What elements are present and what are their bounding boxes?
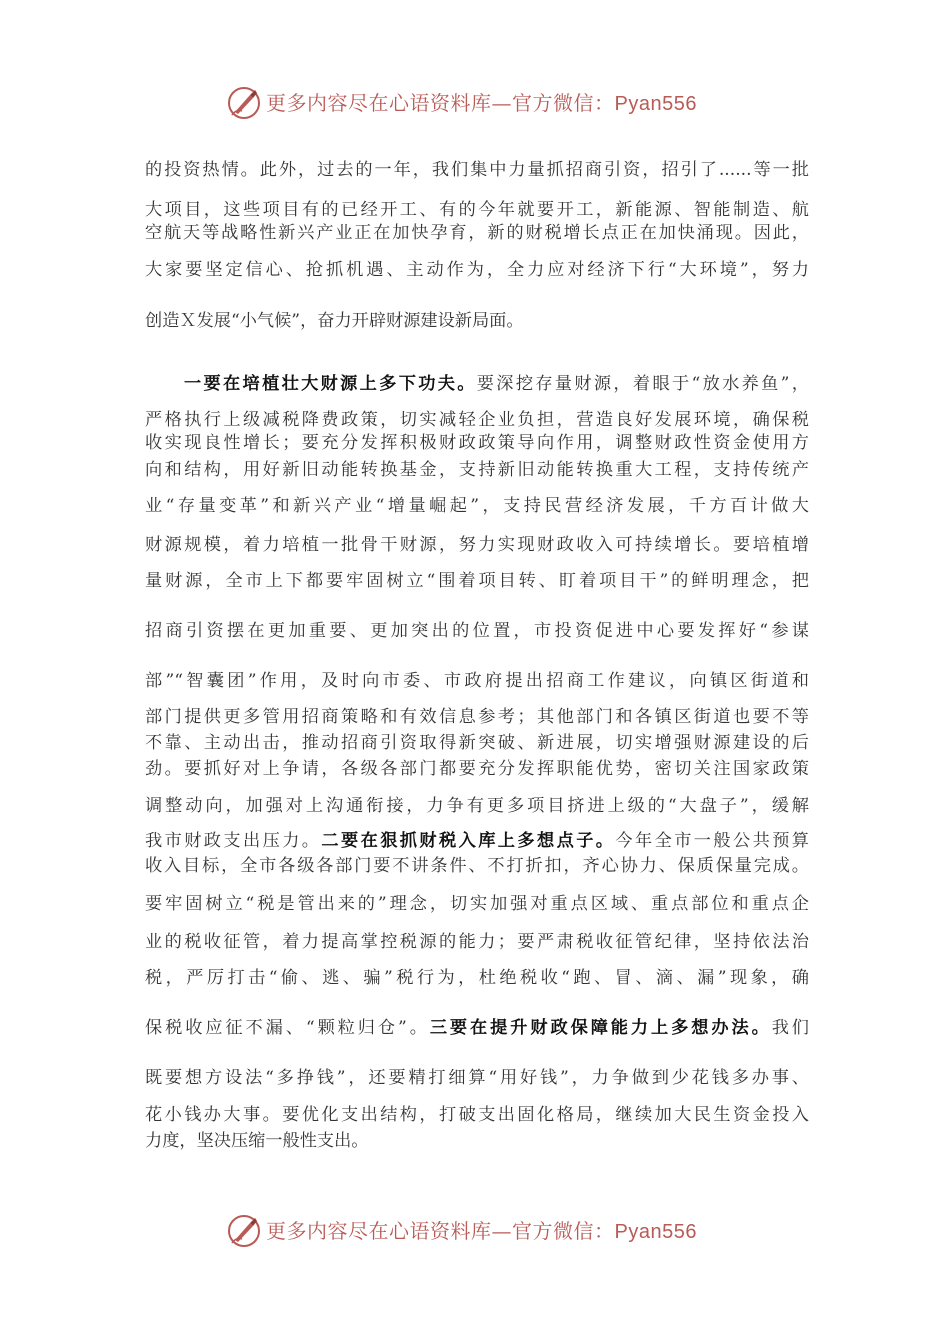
banner-text: 更多内容尽在心语资料库—官方微信：Pyan556 (266, 91, 697, 115)
text-line: 的投资热情。此外，过去的一年，我们集中力量抓招商引资，招引了......等一批 (145, 160, 809, 180)
text-line: 不靠、主动出击，推动招商引资取得新突破、新进展，切实增强财源建设的后 (145, 733, 809, 753)
text-line: 招商引资摆在更加重要、更加突出的位置，市投资促进中心要发挥好“参谋 (145, 621, 809, 641)
pen-in-circle-icon (226, 1213, 262, 1249)
pen-in-circle-icon (226, 85, 262, 121)
text-line: 大项目，这些项目有的已经开工、有的今年就要开工，新能源、智能制造、航 (145, 200, 809, 220)
heading-point-1: 一要在培植壮大财源上多下功夫。 (184, 374, 477, 394)
footer-banner (0, 1211, 950, 1251)
text-line: 花小钱办大事。要优化支出结构，打破支出固化格局，继续加大民生资金投入 (145, 1105, 809, 1125)
text-line: 保税收应征不漏、“颗粒归仓”。三要在提升财政保障能力上多想办法。我们 (145, 1018, 809, 1038)
text-line: 业的税收征管，着力提高掌控税源的能力；要严肃税收征管纪律，坚持依法治 (145, 932, 809, 952)
text-line: 收实现良性增长；要充分发挥积极财政政策导向作用，调整财政性资金使用方 (145, 433, 809, 453)
text-line: 空航天等战略性新兴产业正在加快孕育，新的财税增长点正在加快涌现。因此， (145, 223, 809, 243)
text-line: 创造Ｘ发展“小气候”，奋力开辟财源建设新局面。 (145, 311, 524, 331)
text-line: 业“存量变革”和新兴产业“增量崛起”，支持民营经济发展，千方百计做大 (145, 496, 809, 516)
text-line: 财源规模，着力培植一批骨干财源，努力实现财政收入可持续增长。要培植增 (145, 535, 809, 555)
text-line: 调整动向，加强对上沟通衔接，力争有更多项目挤进上级的“大盘子”，缓解 (145, 796, 809, 816)
text-line: 既要想方设法“多挣钱”，还要精打细算“用好钱”，力争做到少花钱多办事、 (145, 1068, 809, 1088)
text-line: 量财源，全市上下都要牢固树立“围着项目转、盯着项目干”的鲜明理念，把 (145, 571, 809, 591)
banner-wechat-id: Pyan556 (614, 93, 697, 115)
text-line: 大家要坚定信心、抢抓机遇、主动作为，全力应对经济下行“大环境”，努力 (145, 260, 809, 280)
text-line: 税，严厉打击“偷、逃、骗”税行为，杜绝税收“跑、冒、滴、漏”现象，确 (145, 968, 809, 988)
header-banner (0, 83, 950, 123)
text-line: 向和结构，用好新旧动能转换基金，支持新旧动能转换重大工程，支持传统产 (145, 460, 809, 480)
heading-point-2: 二要在狠抓财税入库上多想点子。 (321, 831, 616, 851)
text-line: 严格执行上级减税降费政策，切实减轻企业负担，营造良好发展环境，确保税 (145, 410, 809, 430)
text-line: 部”“智囊团”作用，及时向市委、市政府提出招商工作建议，向镇区街道和 (145, 671, 809, 691)
banner-wechat-id: Pyan556 (614, 1221, 697, 1243)
banner-text: 更多内容尽在心语资料库—官方微信：Pyan556 (266, 1219, 697, 1243)
text-line: 要牢固树立“税是管出来的”理念，切实加强对重点区域、重点部位和重点企 (145, 894, 809, 914)
text-line: 收入目标，全市各级各部门要不讲条件、不打折扣，齐心协力、保质保量完成。 (145, 856, 809, 876)
text-line: 力度，坚决压缩一般性支出。 (145, 1131, 369, 1151)
heading-point-3: 三要在提升财政保障能力上多想办法。 (429, 1018, 772, 1038)
text-line: 一要在培植壮大财源上多下功夫。要深挖存量财源，着眼于“放水养鱼”， (184, 374, 809, 394)
text-line: 劲。要抓好对上争请，各级各部门都要充分发挥职能优势，密切关注国家政策 (145, 759, 809, 779)
text-line: 我市财政支出压力。二要在狠抓财税入库上多想点子。今年全市一般公共预算 (145, 831, 809, 851)
text-line: 部门提供更多管用招商策略和有效信息参考；其他部门和各镇区街道也要不等 (145, 707, 809, 727)
